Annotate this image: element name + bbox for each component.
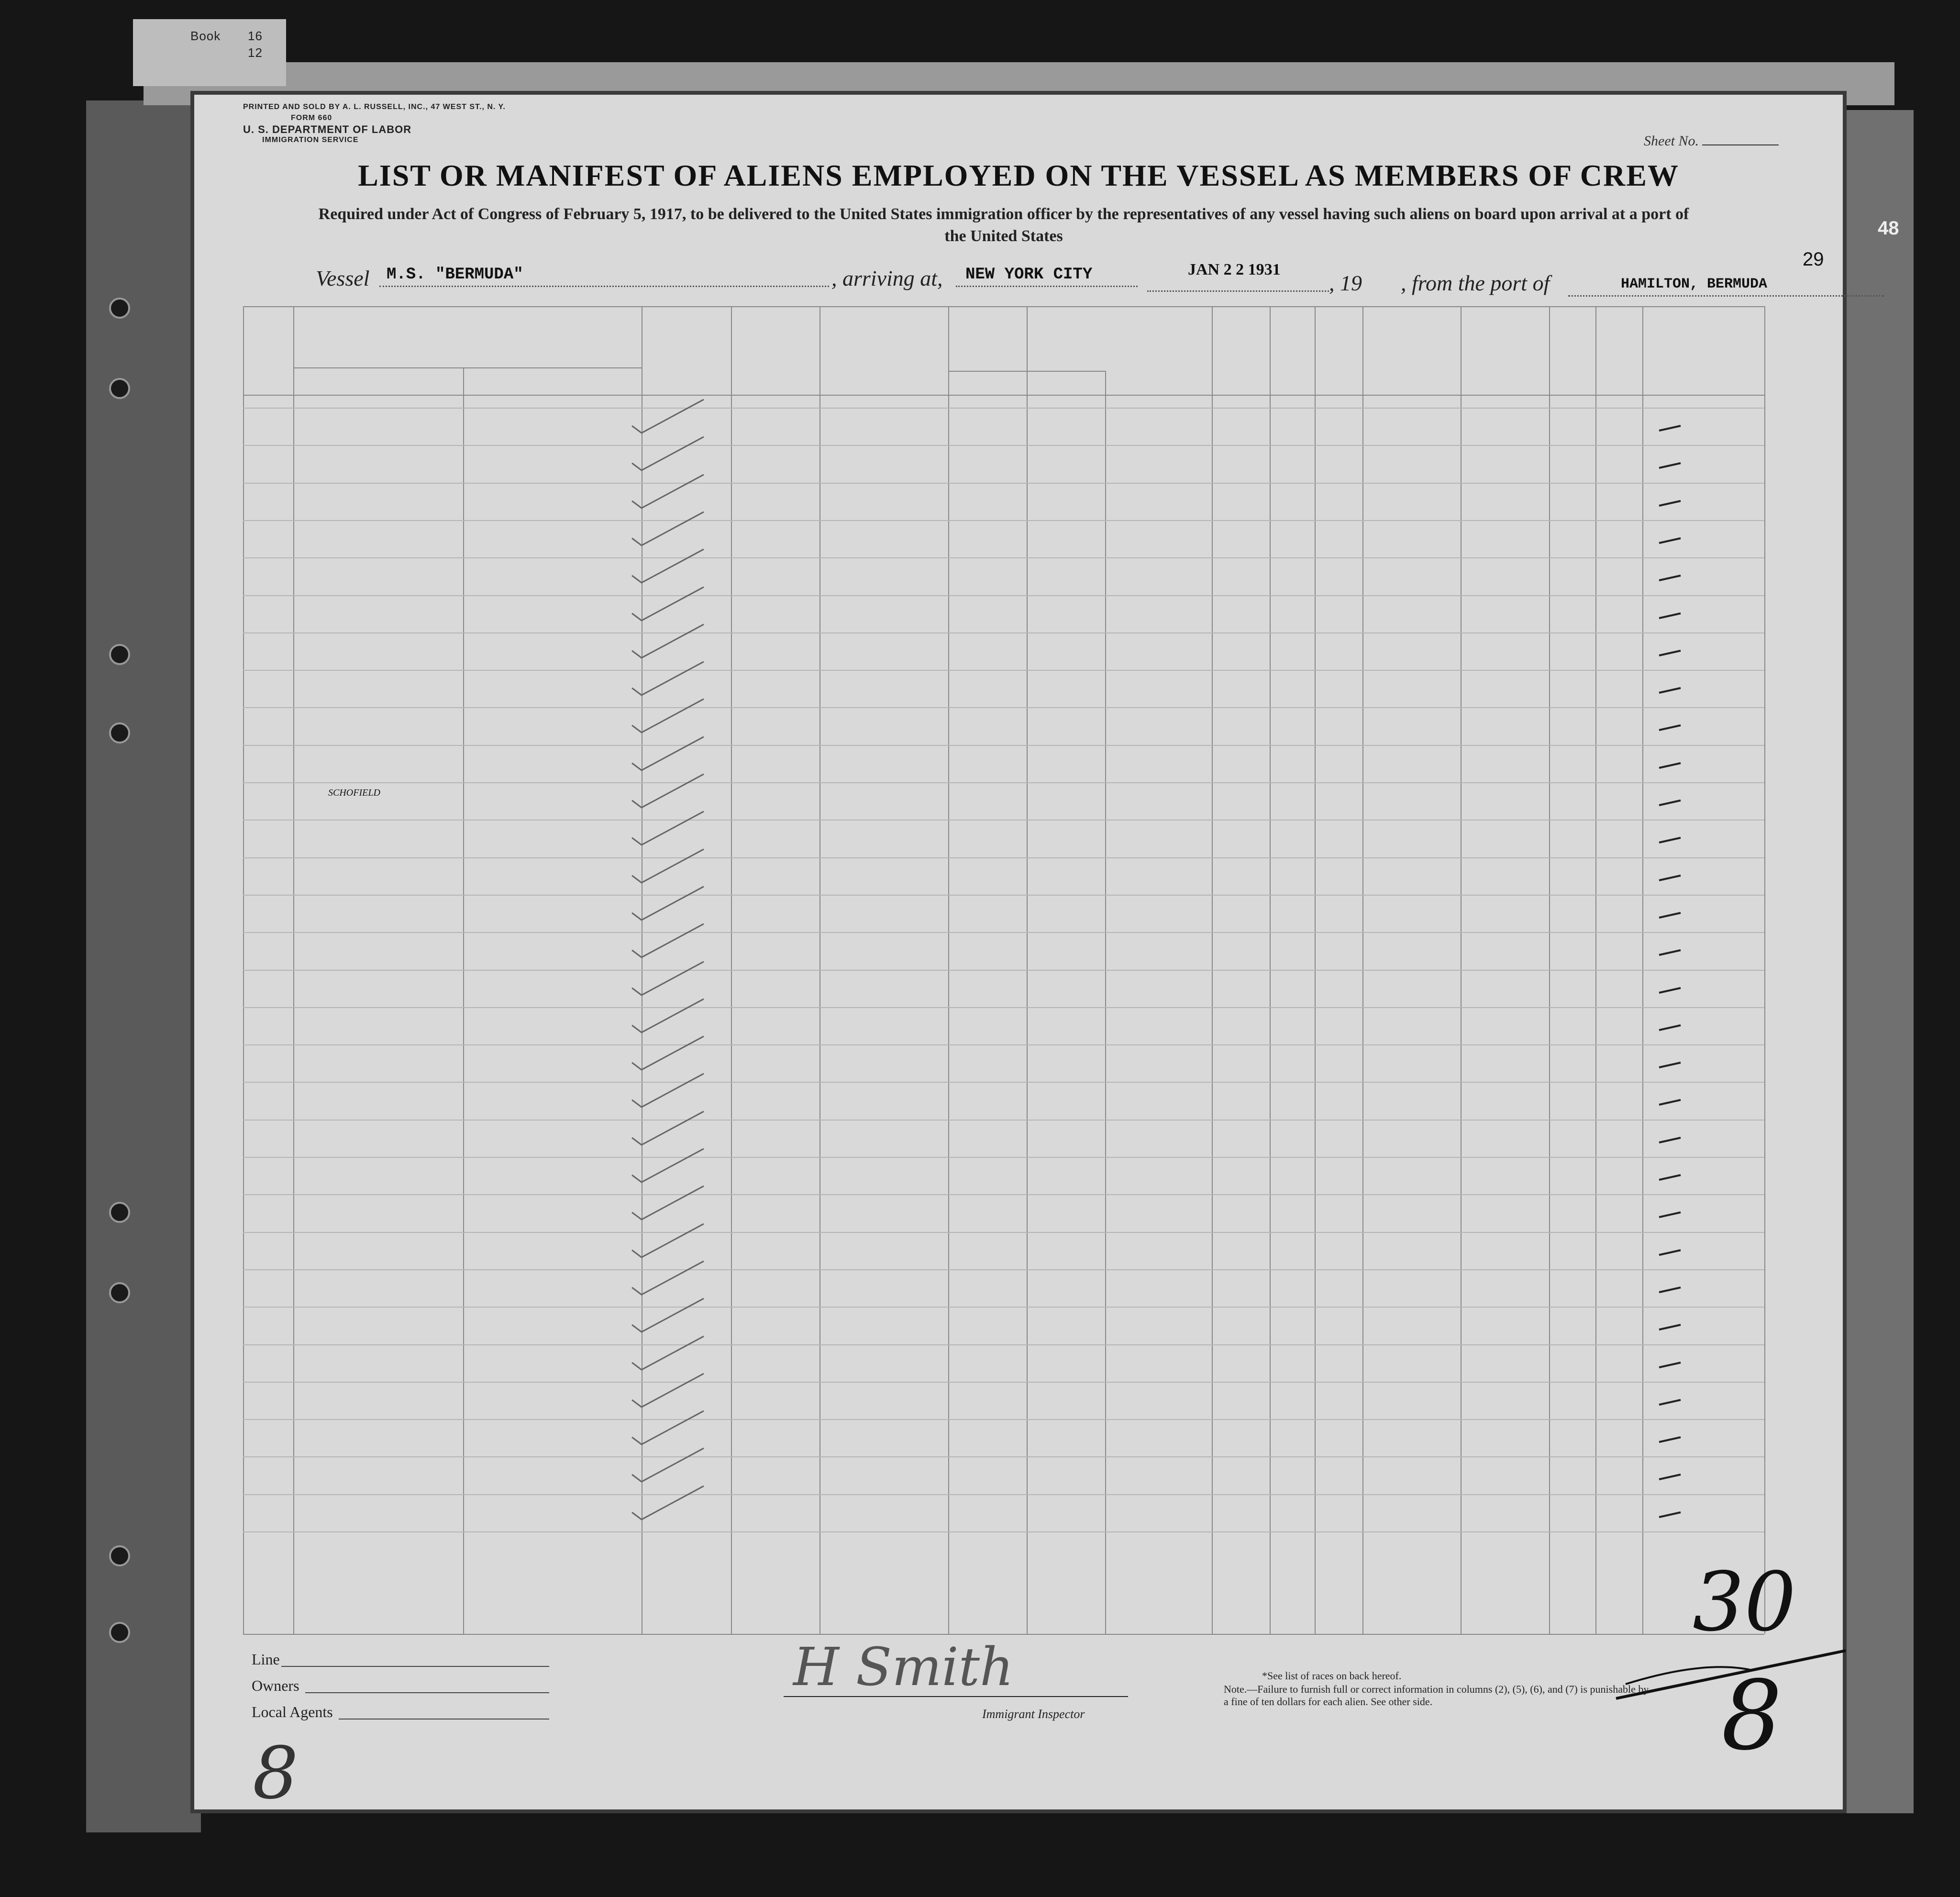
row-line — [243, 670, 1764, 671]
line-label: Line — [252, 1651, 280, 1668]
form-number: FORM 660 — [291, 114, 332, 122]
page-title: LIST OR MANIFEST OF ALIENS EMPLOYED ON THE VESSEL AS MEMBERS OF CREW — [358, 158, 1679, 192]
row-line — [243, 1194, 1764, 1195]
book-tab-second-value: 12 — [248, 45, 263, 60]
physical-marks-dash — [1657, 496, 1685, 510]
id-card-checkmark — [627, 1034, 709, 1072]
physical-marks-dash — [1657, 1095, 1685, 1109]
from-port: HAMILTON, BERMUDA — [1621, 276, 1768, 292]
id-card-checkmark — [627, 997, 709, 1035]
id-card-checkmark — [627, 1221, 709, 1260]
handwritten-eight: 8 — [1721, 1660, 1783, 1772]
arriving-line — [956, 286, 1138, 287]
id-card-checkmark — [627, 1296, 709, 1334]
id-card-checkmark — [627, 809, 709, 847]
physical-marks-dash — [1657, 421, 1685, 435]
row-line — [243, 445, 1764, 446]
table-head-border — [243, 395, 1764, 396]
row-line — [243, 520, 1764, 521]
from-port-line — [1568, 295, 1884, 297]
id-card-checkmark — [627, 772, 709, 810]
handwritten-total: 30 — [1693, 1555, 1796, 1650]
id-card-checkmark — [627, 697, 709, 735]
physical-marks-dash — [1657, 1208, 1685, 1222]
id-card-checkmark — [627, 921, 709, 960]
row-line — [243, 782, 1764, 783]
id-card-checkmark — [627, 585, 709, 623]
back-sheet-left — [86, 100, 201, 1832]
row-line — [243, 1044, 1764, 1045]
id-card-checkmark — [627, 1446, 709, 1484]
page-number: 29 — [1803, 249, 1824, 270]
physical-marks-dash — [1657, 945, 1685, 960]
handwritten-eight-left: 8 — [253, 1732, 299, 1815]
name-subhead-line — [293, 367, 642, 368]
row-line — [243, 1494, 1764, 1495]
arriving-label: , arriving at, — [831, 266, 943, 290]
owners-field — [305, 1692, 549, 1693]
physical-marks-dash — [1657, 609, 1685, 623]
physical-marks-dash — [1657, 683, 1685, 698]
id-card-checkmark — [627, 884, 709, 922]
col-divider-8 — [1105, 371, 1106, 1634]
id-card-checkmark — [627, 847, 709, 885]
id-card-checkmark — [627, 1259, 709, 1297]
physical-marks-dash — [1657, 646, 1685, 660]
shipped-subhead-line — [948, 371, 1105, 372]
service: IMMIGRATION SERVICE — [262, 136, 359, 144]
id-card-checkmark — [627, 659, 709, 698]
id-card-checkmark — [627, 472, 709, 510]
physical-marks-dash — [1657, 1133, 1685, 1147]
physical-marks-dash — [1657, 983, 1685, 998]
id-card-checkmark — [627, 1184, 709, 1222]
vessel-name: M.S. "BERMUDA" — [387, 266, 523, 284]
punch-hole-2 — [109, 378, 130, 399]
row-line — [243, 1269, 1764, 1270]
vessel-line — [379, 286, 829, 287]
id-card-checkmark — [627, 1334, 709, 1372]
manifest-page — [190, 29, 1847, 1815]
row-line — [243, 557, 1764, 558]
punch-hole-3 — [109, 644, 130, 665]
margin-number: 48 — [1878, 218, 1899, 239]
row-line — [243, 1531, 1764, 1532]
arrival-date: JAN 2 2 1931 — [1188, 261, 1281, 278]
owners-label: Owners — [252, 1677, 299, 1694]
department: U. S. DEPARTMENT OF LABOR — [243, 123, 412, 135]
physical-marks-dash — [1657, 908, 1685, 922]
row-line — [243, 1157, 1764, 1158]
printer-line: PRINTED AND SOLD BY A. L. RUSSELL, INC., 47 WEST ST., N. Y. — [243, 103, 506, 111]
row-line — [243, 895, 1764, 896]
col-divider-17 — [1764, 306, 1765, 1634]
physical-marks-dash — [1657, 758, 1685, 773]
punch-hole-7 — [109, 1545, 130, 1566]
id-card-checkmark — [627, 434, 709, 473]
from-port-label — [1401, 270, 1550, 296]
date-line — [1147, 290, 1329, 292]
id-card-checkmark — [627, 510, 709, 548]
physical-marks-dash — [1657, 1320, 1685, 1334]
physical-marks-dash — [1657, 1395, 1685, 1409]
races-note: *See list of races on back hereof. — [1262, 1670, 1402, 1682]
punch-hole-4 — [109, 722, 130, 743]
physical-marks-dash — [1657, 1170, 1685, 1185]
row-line — [243, 1456, 1764, 1457]
row-line — [243, 707, 1764, 708]
agents-label: Local Agents — [252, 1703, 333, 1720]
physical-marks-dash — [1657, 833, 1685, 847]
physical-marks-dash — [1657, 1358, 1685, 1372]
row-line — [243, 1307, 1764, 1308]
row-line — [243, 483, 1764, 484]
table-top-border — [243, 306, 1764, 307]
physical-marks-dash — [1657, 458, 1685, 473]
row-line — [243, 632, 1764, 633]
id-card-checkmark — [627, 1071, 709, 1109]
punch-hole-5 — [109, 1202, 130, 1223]
schofield-note: SCHOFIELD — [328, 788, 380, 798]
row-line — [243, 820, 1764, 821]
physical-marks-dash — [1657, 533, 1685, 548]
vessel-row — [190, 261, 1847, 299]
row-line — [243, 932, 1764, 933]
row-line — [243, 1344, 1764, 1345]
punch-hole-8 — [109, 1622, 130, 1643]
id-card-checkmark — [627, 1484, 709, 1522]
physical-marks-dash — [1657, 871, 1685, 885]
physical-marks-dash — [1657, 1283, 1685, 1297]
physical-marks-dash — [1657, 1245, 1685, 1260]
physical-marks-dash — [1657, 1432, 1685, 1447]
row-line — [243, 408, 1764, 409]
row-line — [243, 595, 1764, 596]
punch-hole-1 — [109, 298, 130, 319]
row-line — [243, 1419, 1764, 1420]
id-card-checkmark — [627, 1409, 709, 1447]
row-line — [243, 1007, 1764, 1008]
line-field — [281, 1666, 549, 1667]
sheet-no-line — [1702, 144, 1779, 145]
row-line — [243, 1232, 1764, 1233]
id-card-checkmark — [627, 734, 709, 773]
physical-marks-dash — [1657, 571, 1685, 585]
inspector-label: Immigrant Inspector — [982, 1707, 1085, 1721]
physical-marks-dash — [1657, 796, 1685, 810]
id-card-checkmark — [627, 959, 709, 998]
id-card-checkmark — [627, 1371, 709, 1409]
row-line — [243, 745, 1764, 746]
physical-marks-dash — [1657, 1058, 1685, 1072]
id-card-checkmark — [627, 1146, 709, 1185]
year-label: , 19 — [1329, 271, 1362, 295]
book-tab-label: Book — [190, 29, 221, 43]
signature-line — [784, 1696, 1128, 1697]
table-bottom-border — [243, 1634, 1764, 1635]
row-line — [243, 1082, 1764, 1083]
physical-marks-dash — [1657, 1470, 1685, 1484]
arriving-port: NEW YORK CITY — [965, 266, 1093, 284]
physical-marks-dash — [1657, 1508, 1685, 1522]
sheet-no-label: Sheet No. — [1644, 133, 1699, 149]
id-card-checkmark — [627, 397, 709, 435]
physical-marks-dash — [1657, 1021, 1685, 1035]
punch-hole-6 — [109, 1282, 130, 1303]
inspector-signature: H Smith — [793, 1636, 1014, 1697]
row-line — [243, 857, 1764, 858]
id-card-checkmark — [627, 1109, 709, 1147]
id-card-checkmark — [627, 622, 709, 660]
from-port-label-text: , from the port of — [1401, 271, 1550, 295]
id-card-checkmark — [627, 547, 709, 585]
back-sheet-right — [1847, 110, 1914, 1813]
vessel-label: Vessel — [316, 266, 370, 290]
book-tab — [133, 19, 286, 86]
row-line — [243, 1382, 1764, 1383]
page-subtitle: Required under Act of Congress of February 5, 1917, to be delivered to the United States immigration officer by the representatives of any vessel having such aliens on board upon arrival at a port of the United States — [318, 205, 1689, 245]
agents-field — [339, 1719, 549, 1720]
row-line — [243, 970, 1764, 971]
book-tab-value: 16 — [248, 29, 263, 43]
fine-note: Note.—Failure to furnish full or correct information in columns (2), (5), (6), and (7) is punishable by a fine of ten dollars for each alien. See other side. — [1224, 1683, 1649, 1708]
physical-marks-dash — [1657, 721, 1685, 735]
